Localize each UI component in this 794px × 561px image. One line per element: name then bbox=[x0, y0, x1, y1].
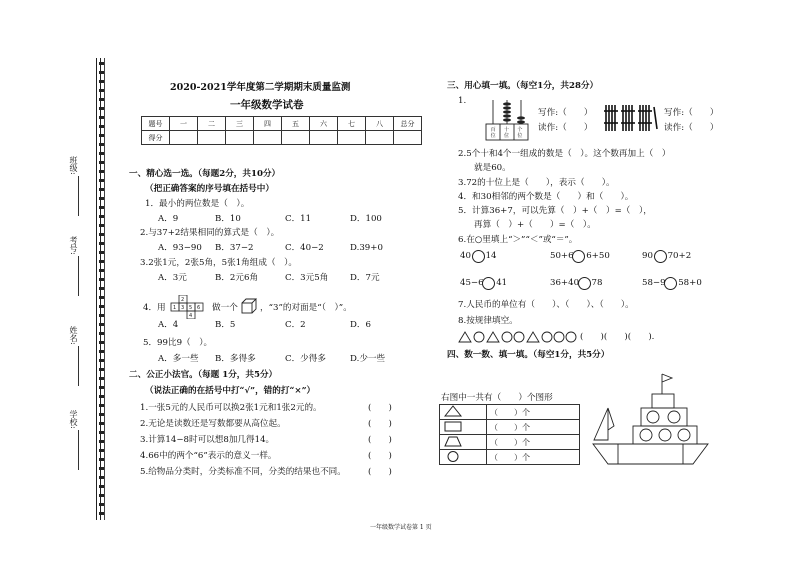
binding-dash bbox=[99, 215, 104, 218]
q1-4-part1: 4．用 bbox=[143, 303, 166, 313]
judge-answer-blank[interactable]: ( ) bbox=[368, 435, 392, 445]
option-b[interactable]: B．多得多 bbox=[215, 354, 256, 364]
exam-subtitle: 一年级数学试卷 bbox=[230, 99, 304, 111]
compare-circle-blank[interactable] bbox=[472, 250, 485, 263]
q3-4: 4．和30相邻的两个数是（ ）和（ ）。 bbox=[458, 192, 634, 202]
compare-circle-blank[interactable] bbox=[572, 250, 585, 263]
q1-4-part3: ，“3”的对面是“（ ）”。 bbox=[260, 303, 352, 313]
option-d[interactable]: D．6 bbox=[350, 320, 371, 330]
class-label: 班级: bbox=[69, 156, 78, 175]
shape-pattern bbox=[457, 330, 589, 344]
judge-item: 5.给物品分类时，分类标准不同，分类的结果也不同。 bbox=[140, 467, 346, 477]
option-b[interactable]: B．5 bbox=[215, 320, 236, 330]
compare-left: 90 bbox=[642, 251, 653, 261]
triangle-count[interactable]: （ ）个 bbox=[487, 405, 580, 420]
judge-answer-blank[interactable]: ( ) bbox=[368, 451, 392, 461]
option-c[interactable]: C．3元5角 bbox=[285, 273, 329, 283]
page-footer: 一年级数学试卷第 1 页 bbox=[370, 524, 432, 531]
rectangle-icon bbox=[443, 420, 463, 432]
binding-dash bbox=[99, 413, 104, 416]
option-a[interactable]: A．9 bbox=[158, 214, 179, 224]
circle-count[interactable]: （ ）个 bbox=[487, 450, 580, 465]
binding-dash bbox=[99, 395, 104, 398]
compare-right: 6+50 bbox=[586, 251, 610, 261]
option-d[interactable]: D.39+0 bbox=[350, 243, 383, 253]
section-2-note: （说法正确的在括号中打“√”，错的打“×”） bbox=[145, 386, 316, 396]
trapezoid-count[interactable]: （ ）个 bbox=[487, 435, 580, 450]
judge-answer-blank[interactable]: ( ) bbox=[368, 467, 392, 477]
q1-5: 5．99比9（ ）。 bbox=[143, 338, 213, 348]
counting-sticks-icon bbox=[602, 103, 660, 133]
q3-1-write-a: 写作:（ ） bbox=[538, 108, 593, 118]
shape-count-heading: 右图中一共有（ ）个图形 bbox=[441, 393, 553, 403]
judge-item: 4.66中的两个“6”表示的意义一样。 bbox=[140, 451, 277, 461]
binding-dash bbox=[99, 404, 104, 407]
abacus-labels bbox=[487, 127, 527, 139]
binding-dash bbox=[99, 224, 104, 227]
q3-8: 8.按规律填空。 bbox=[458, 316, 518, 326]
binding-dash bbox=[99, 296, 104, 299]
exam-title: 2020-2021学年度第二学期期末质量监测 bbox=[170, 82, 351, 93]
q3-2-line2: 就是60。 bbox=[474, 163, 511, 173]
option-a[interactable]: A．93−90 bbox=[158, 243, 202, 253]
binding-dash bbox=[99, 494, 104, 497]
score-cell[interactable] bbox=[282, 131, 310, 145]
q3-7: 7.人民币的单位有（ ）、（ ）、（ ）。 bbox=[458, 300, 634, 310]
triangle-icon bbox=[443, 405, 463, 417]
binding-dash bbox=[99, 512, 104, 515]
binding-dash bbox=[99, 161, 104, 164]
score-cell[interactable] bbox=[338, 131, 366, 145]
score-header-cell: 八 bbox=[366, 117, 394, 131]
name-label: 姓名: bbox=[69, 326, 78, 345]
circle-icon bbox=[443, 450, 463, 462]
score-table bbox=[141, 116, 422, 145]
binding-dash bbox=[99, 305, 104, 308]
q3-6: 6.在○里填上“＞”“＜”或“＝”。 bbox=[458, 235, 578, 245]
compare-right: 14 bbox=[485, 251, 497, 261]
q3-3: 3.72的十位上是（ ），表示（ ）。 bbox=[458, 178, 615, 188]
cube-icon bbox=[241, 298, 257, 314]
number-label: 考号: bbox=[69, 236, 78, 255]
binding-dash bbox=[99, 107, 104, 110]
binding-dash bbox=[99, 143, 104, 146]
shape-count-table bbox=[439, 404, 580, 465]
svg-text:1: 1 bbox=[173, 305, 177, 311]
binding-dash bbox=[99, 377, 104, 380]
school-field[interactable] bbox=[78, 430, 79, 470]
section-1-note: （把正确答案的序号填在括号中） bbox=[145, 184, 274, 194]
binding-dash bbox=[99, 386, 104, 389]
binding-dash bbox=[99, 260, 104, 263]
svg-text:3: 3 bbox=[181, 305, 185, 311]
pattern-answer-blanks[interactable]: ( )( )( ). bbox=[580, 332, 655, 342]
binding-dash bbox=[99, 323, 104, 326]
abacus-hundreds: 百位 bbox=[490, 127, 496, 139]
binding-dash bbox=[99, 98, 104, 101]
option-c[interactable]: C．11 bbox=[285, 214, 312, 224]
binding-dash bbox=[99, 341, 104, 344]
score-cell[interactable] bbox=[310, 131, 338, 145]
binding-dash bbox=[99, 287, 104, 290]
q3-2-line1: 2.5个十和4个一组成的数是（ ）。这个数再加上（ ） bbox=[458, 149, 671, 159]
compare-left: 50+6 bbox=[550, 251, 574, 261]
judge-answer-blank[interactable]: ( ) bbox=[368, 419, 392, 429]
binding-dash bbox=[99, 116, 104, 119]
option-a[interactable]: A．多一些 bbox=[158, 354, 199, 364]
option-d[interactable]: D.少一些 bbox=[350, 354, 386, 364]
compare-circle-blank[interactable] bbox=[654, 250, 667, 263]
score-cell[interactable] bbox=[198, 131, 226, 145]
compare-circle-blank[interactable] bbox=[482, 277, 495, 290]
abacus-tens: 十位 bbox=[503, 127, 509, 139]
binding-dash bbox=[99, 314, 104, 317]
binding-dash bbox=[99, 476, 104, 479]
binding-dash bbox=[99, 170, 104, 173]
score-cell[interactable] bbox=[226, 131, 254, 145]
trapezoid-icon bbox=[443, 435, 463, 447]
binding-dash bbox=[99, 458, 104, 461]
q1-1: 1．最小的两位数是（ ）。 bbox=[145, 199, 250, 209]
score-header-cell: 一 bbox=[170, 117, 198, 131]
section-1-title: 一、精心选一选。（每题2分，共10分） bbox=[129, 169, 281, 179]
binding-dash bbox=[99, 467, 104, 470]
score-header-cell: 四 bbox=[254, 117, 282, 131]
q3-1-label: 1. bbox=[458, 96, 467, 106]
binding-dash bbox=[99, 188, 104, 191]
binding-dash bbox=[99, 449, 104, 452]
q3-1-write-b: 写作:（ ） bbox=[664, 108, 719, 118]
abacus-ones: 个位 bbox=[517, 127, 523, 139]
binding-dash bbox=[99, 278, 104, 281]
score-header-cell: 六 bbox=[310, 117, 338, 131]
binding-dash bbox=[99, 503, 104, 506]
score-header-cell: 三 bbox=[226, 117, 254, 131]
binding-dash bbox=[99, 440, 104, 443]
score-header-cell: 总分 bbox=[394, 117, 422, 131]
binding-dash bbox=[99, 368, 104, 371]
option-d[interactable]: D．100 bbox=[350, 214, 382, 224]
svg-text:5: 5 bbox=[189, 305, 193, 311]
compare-right: 70+2 bbox=[667, 251, 692, 261]
score-header-cell: 题号 bbox=[142, 117, 170, 131]
q3-5-line1: 5．计算36+7，可以先算（ ）+（ ）=（ ）， bbox=[458, 206, 652, 216]
judge-answer-blank[interactable]: ( ) bbox=[368, 403, 392, 413]
section-2-title: 二、公正小法官。（每题 1分，共5分） bbox=[129, 370, 278, 380]
option-c[interactable]: C．少得多 bbox=[285, 354, 326, 364]
section-3-title: 三、用心填一填。（每空1分，共28分） bbox=[447, 81, 599, 91]
svg-text:6: 6 bbox=[197, 305, 201, 311]
binding-dash bbox=[99, 422, 104, 425]
judge-item: 3.计算14−8时可以想8加几得14。 bbox=[140, 435, 275, 445]
q3-5-line2: 再算（ ）+（ ）=（ ）。 bbox=[474, 220, 596, 230]
binding-dash bbox=[99, 332, 104, 335]
compare-right: 41 bbox=[496, 278, 508, 288]
binding-dash bbox=[99, 71, 104, 74]
compare-right: 78 bbox=[591, 278, 603, 288]
binding-dash bbox=[99, 152, 104, 155]
binding-dash bbox=[99, 197, 104, 200]
compare-left: 40 bbox=[460, 251, 471, 261]
score-header-cell: 五 bbox=[282, 117, 310, 131]
svg-text:4: 4 bbox=[189, 313, 193, 319]
option-a[interactable]: A．3元 bbox=[158, 273, 187, 283]
binding-dash bbox=[99, 251, 104, 254]
option-c[interactable]: C．40−2 bbox=[285, 243, 324, 253]
binding-dash bbox=[99, 80, 104, 83]
binding-dash bbox=[99, 179, 104, 182]
option-d[interactable]: D．7元 bbox=[350, 273, 380, 283]
number-field[interactable] bbox=[78, 256, 79, 296]
binding-dash bbox=[99, 62, 104, 65]
binding-dash bbox=[99, 134, 104, 137]
binding-dash bbox=[99, 233, 104, 236]
compare-right: 58+0 bbox=[678, 278, 702, 288]
binding-dash bbox=[99, 125, 104, 128]
binding-dash bbox=[99, 89, 104, 92]
binding-dash bbox=[99, 359, 104, 362]
option-a[interactable]: A．4 bbox=[158, 320, 179, 330]
score-cell[interactable] bbox=[394, 131, 422, 145]
q1-4-part2: 做一个 bbox=[212, 303, 238, 313]
compare-left: 45−6 bbox=[460, 278, 484, 288]
option-b[interactable]: B．10 bbox=[215, 214, 241, 224]
score-header-cell: 七 bbox=[338, 117, 366, 131]
compare-left: 36+40 bbox=[550, 278, 580, 288]
class-field[interactable] bbox=[78, 176, 79, 216]
svg-text:2: 2 bbox=[181, 297, 185, 303]
binding-dash bbox=[99, 206, 104, 209]
judge-item: 2.无论是读数还是写数都要从高位起。 bbox=[140, 419, 286, 429]
school-label: 学校: bbox=[69, 410, 78, 429]
q3-1-read-a: 读作:（ ） bbox=[538, 123, 593, 133]
score-header-cell: 二 bbox=[198, 117, 226, 131]
compare-left: 58−9 bbox=[642, 278, 666, 288]
option-c[interactable]: C．2 bbox=[285, 320, 306, 330]
score-cell: 得分 bbox=[142, 131, 170, 145]
compare-circle-blank[interactable] bbox=[664, 277, 677, 290]
score-cell[interactable] bbox=[366, 131, 394, 145]
section-4-title: 四、数一数、填一填。（每空1分，共5分） bbox=[447, 350, 610, 360]
binding-dash bbox=[99, 485, 104, 488]
q1-2: 2.与37+2结果相同的算式是（ ）。 bbox=[140, 228, 280, 238]
binding-dash bbox=[99, 242, 104, 245]
q1-3: 3.2张1元，2张5角，5张1角组成（ ）。 bbox=[140, 258, 298, 268]
rectangle-count[interactable]: （ ）个 bbox=[487, 420, 580, 435]
score-cell[interactable] bbox=[254, 131, 282, 145]
binding-dash bbox=[99, 269, 104, 272]
ship-figure bbox=[578, 372, 718, 467]
judge-item: 1.一张5元的人民币可以换2张1元和1张2元的。 bbox=[140, 403, 322, 413]
option-b[interactable]: B．37−2 bbox=[215, 243, 254, 253]
binding-inner-line bbox=[104, 58, 105, 520]
binding-dash bbox=[99, 431, 104, 434]
compare-circle-blank[interactable] bbox=[578, 277, 591, 290]
name-field[interactable] bbox=[78, 346, 79, 386]
option-b[interactable]: B．2元6角 bbox=[215, 273, 259, 283]
score-cell[interactable] bbox=[170, 131, 198, 145]
cube-net-icon bbox=[170, 295, 208, 319]
binding-dash bbox=[99, 350, 104, 353]
q3-1-read-b: 读作:（ ） bbox=[664, 123, 719, 133]
